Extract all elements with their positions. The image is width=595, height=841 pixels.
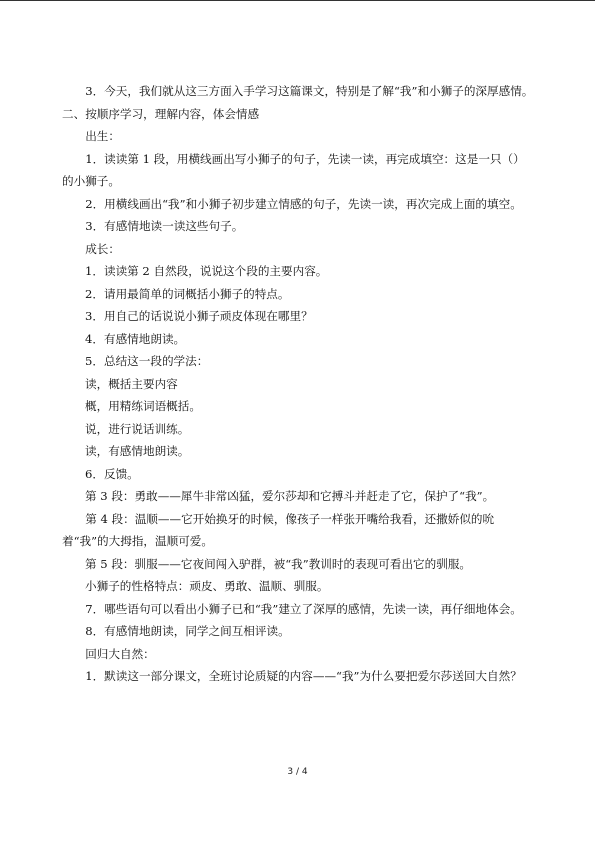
list-item: 说，进行说话训练。 — [85, 421, 190, 436]
paragraph: 3．有感情地读一读这些句子。 — [85, 219, 244, 233]
paragraph: 第 5 段：驯服——它夜间闯入驴群，被“我”教训时的表现可看出它的驯服。 — [85, 556, 472, 571]
list-item: 4．有感情地朗读。 — [85, 331, 186, 346]
paragraph: 第 3 段：勇敢——犀牛非常凶猛，爱尔莎却和它搏斗并赶走了它，保护了“我”。 — [85, 489, 495, 503]
paragraph: 8．有感情地朗读，同学之间互相评读。 — [85, 624, 290, 638]
list-item: 读，有感情地朗读。 — [85, 444, 190, 458]
paragraph: 第 4 段：温顺——它开始换牙的时候，像孩子一样张开嘴给我看，还撒娇似的吮着“我”的大拇指，温顺可爱。 — [62, 511, 495, 548]
paragraph: 1．默读这一部分课文，全班讨论质疑的内容——“我”为什么要把爱尔莎送回大自然？ — [85, 669, 522, 683]
page-number: 3 / 4 — [287, 767, 308, 777]
list-item: 读，概括主要内容 — [85, 376, 178, 391]
document-body — [62, 80, 536, 688]
paragraph: 2．用横线画出“我”和小狮子初步建立情感的句子，先读一读，再次完成上面的填空。 — [85, 196, 522, 211]
paragraph: 3．今天，我们就从这三方面入手学习这篇课文，特别是了解“我”和小狮子的深厚感情。 — [85, 84, 534, 98]
list-item: 概，用精练词语概括。 — [85, 399, 201, 413]
paragraph: 1．读读第 1 段，用横线画出写小狮子的句子，先读一读，再完成填空：这是一只（）的小狮子。 — [62, 151, 525, 188]
list-item: 5．总结这一段的学法： — [85, 354, 209, 368]
list-item: 6．反馈。 — [85, 466, 139, 481]
subsection-heading-return: 回归大自然： — [85, 646, 155, 661]
list-item: 3．用自己的话说说小狮子顽皮体现在哪里？ — [85, 309, 313, 323]
list-item: 2．请用最简单的词概括小狮子的特点。 — [85, 286, 290, 301]
paragraph: 小狮子的性格特点：顽皮、勇敢、温顺、驯服。 — [85, 579, 329, 593]
paragraph: 7．哪些语句可以看出小狮子已和“我”建立了深厚的感情，先读一读，再仔细地体会。 — [85, 601, 522, 616]
subsection-heading-growth: 成长： — [85, 241, 120, 256]
section-heading: 二、按顺序学习，理解内容，体会情感 — [62, 106, 260, 121]
subsection-heading-birth: 出生： — [85, 129, 120, 143]
list-item: 1．读读第 2 自然段，说说这个段的主要内容。 — [85, 264, 328, 278]
